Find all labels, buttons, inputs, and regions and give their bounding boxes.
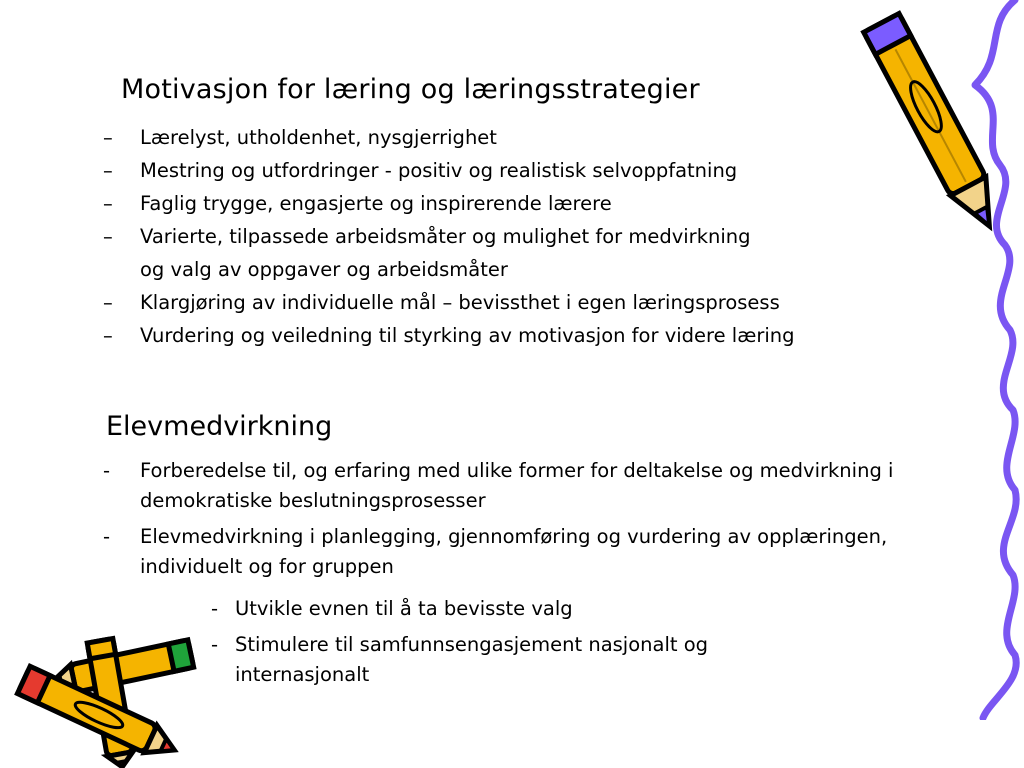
bullet-marker: – xyxy=(103,225,113,248)
list-item xyxy=(103,220,795,253)
bullet-marker: - xyxy=(211,633,219,656)
list-item xyxy=(103,121,795,154)
list-item-text: og valg av oppgaver og arbeidsmåter xyxy=(140,258,508,281)
list-item xyxy=(103,154,795,187)
list-item xyxy=(211,630,835,690)
bullet-marker: - xyxy=(103,459,111,482)
list-item xyxy=(103,456,930,516)
bullet-marker: – xyxy=(103,291,113,314)
list-item-text: Vurdering og veiledning til styrking av motivasjon for videre læring xyxy=(140,324,795,347)
list-item-text: Elevmedvirkning i planlegging, gjennomføring og vurdering av opplæringen, individuelt og for gruppen xyxy=(140,525,888,578)
list-item-text: Stimulere til samfunnsengasjement nasjonalt og internasjonalt xyxy=(235,633,709,686)
section-heading: Elevmedvirkning xyxy=(106,411,333,442)
list-item xyxy=(103,286,795,319)
slide-title: Motivasjon for læring og læringsstrategier xyxy=(121,74,700,105)
list-item xyxy=(103,187,795,220)
bullet-marker: – xyxy=(103,192,113,215)
list-item xyxy=(211,594,835,624)
list-item xyxy=(103,522,930,582)
list-item-text: Faglig trygge, engasjerte og inspirerende lærere xyxy=(140,192,612,215)
list-item-text: Forberedelse til, og erfaring med ulike former for deltakelse og medvirkning i demokratiske beslutningsprosesser xyxy=(140,459,894,512)
bullet-marker: – xyxy=(103,159,113,182)
list-item-text: Mestring og utfordringer - positiv og realistisk selvoppfatning xyxy=(140,159,738,182)
bullet-marker: – xyxy=(103,126,113,149)
pencils-icon xyxy=(0,618,210,768)
motivation-list xyxy=(103,121,795,352)
list-item-text: Varierte, tilpassede arbeidsmåter og mulighet for medvirkning xyxy=(140,225,751,248)
bullet-marker: - xyxy=(211,597,219,620)
student-participation-list xyxy=(103,456,930,588)
list-item xyxy=(103,319,795,352)
squiggle-line-icon xyxy=(965,0,1024,720)
list-item-text: Lærelyst, utholdenhet, nysgjerrighet xyxy=(140,126,497,149)
list-item-text: Utvikle evnen til å ta bevisste valg xyxy=(235,597,573,620)
list-item-continuation xyxy=(140,253,795,286)
sub-bullet-list xyxy=(211,594,835,696)
bullet-marker: – xyxy=(103,324,113,347)
list-item-text: Klargjøring av individuelle mål – bevissthet i egen læringsprosess xyxy=(140,291,780,314)
bullet-marker: - xyxy=(103,525,111,548)
